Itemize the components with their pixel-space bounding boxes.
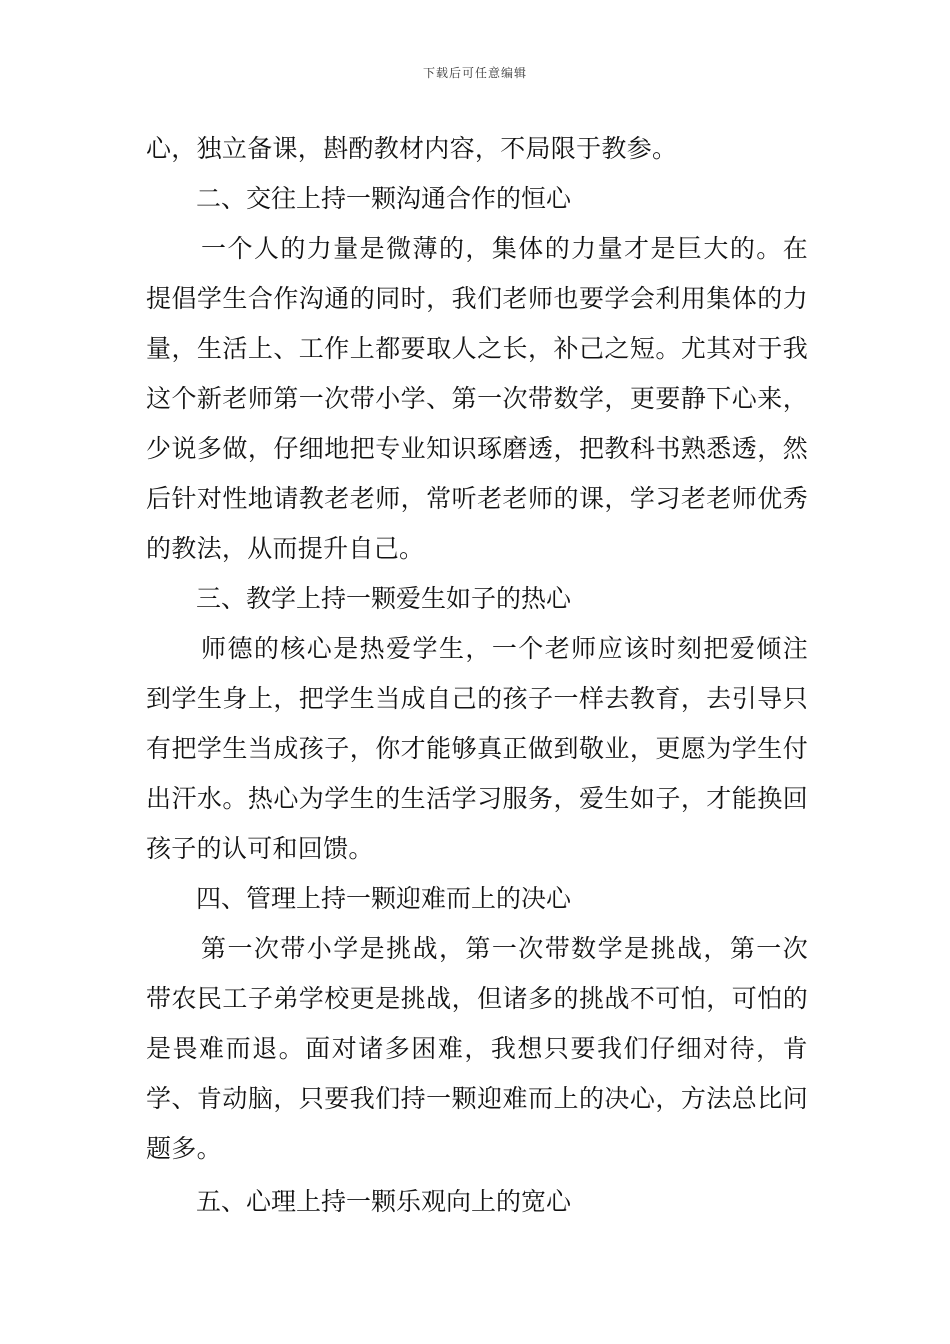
section-heading-2: 二、交往上持一颗沟通合作的恒心 <box>196 184 572 213</box>
section-paragraph-2: 一个人的力量是微薄的，集体的力量才是巨大的。在提倡学生合作沟通的同时，我们老师也要学会利用集体的力量，生活上、工作上都要取人之长，补己之短。尤其对于我这个新老师第一次带小学、第一次带数学，更要静下心来，少说多做，仔细地把专业知识琢磨透，把教科书熟悉透，然后针对性地请教老老师，常听老老师的课，学习老老师优秀的教法，从而提升自己。 <box>146 234 808 563</box>
continued-paragraph: 心，独立备课，斟酌教材内容，不局限于教参。 <box>146 134 678 163</box>
page-header-note: 下载后可任意编辑 <box>422 66 527 80</box>
section-paragraph-3: 师德的核心是热爱学生，一个老师应该时刻把爱倾注到学生身上，把学生当成自己的孩子一样去教育，去引导只有把学生当成孩子，你才能够真正做到敬业，更愿为学生付出汗水。热心为学生的生活学习服务，爱生如子，才能换回孩子的认可和回馈。 <box>146 634 808 863</box>
section-heading-3: 三、教学上持一颗爱生如子的热心 <box>196 584 572 613</box>
document-body <box>146 124 808 1227</box>
section-paragraph-4: 第一次带小学是挑战，第一次带数学是挑战，第一次带农民工子弟学校更是挑战，但诸多的挑战不可怕，可怕的是畏难而退。面对诸多困难，我想只要我们仔细对待，肯学、肯动脑，只要我们持一颗迎难而上的决心，方法总比问题多。 <box>146 934 808 1163</box>
section-heading-5: 五、心理上持一颗乐观向上的宽心 <box>196 1187 572 1216</box>
section-heading-4: 四、管理上持一颗迎难而上的决心 <box>196 884 572 913</box>
